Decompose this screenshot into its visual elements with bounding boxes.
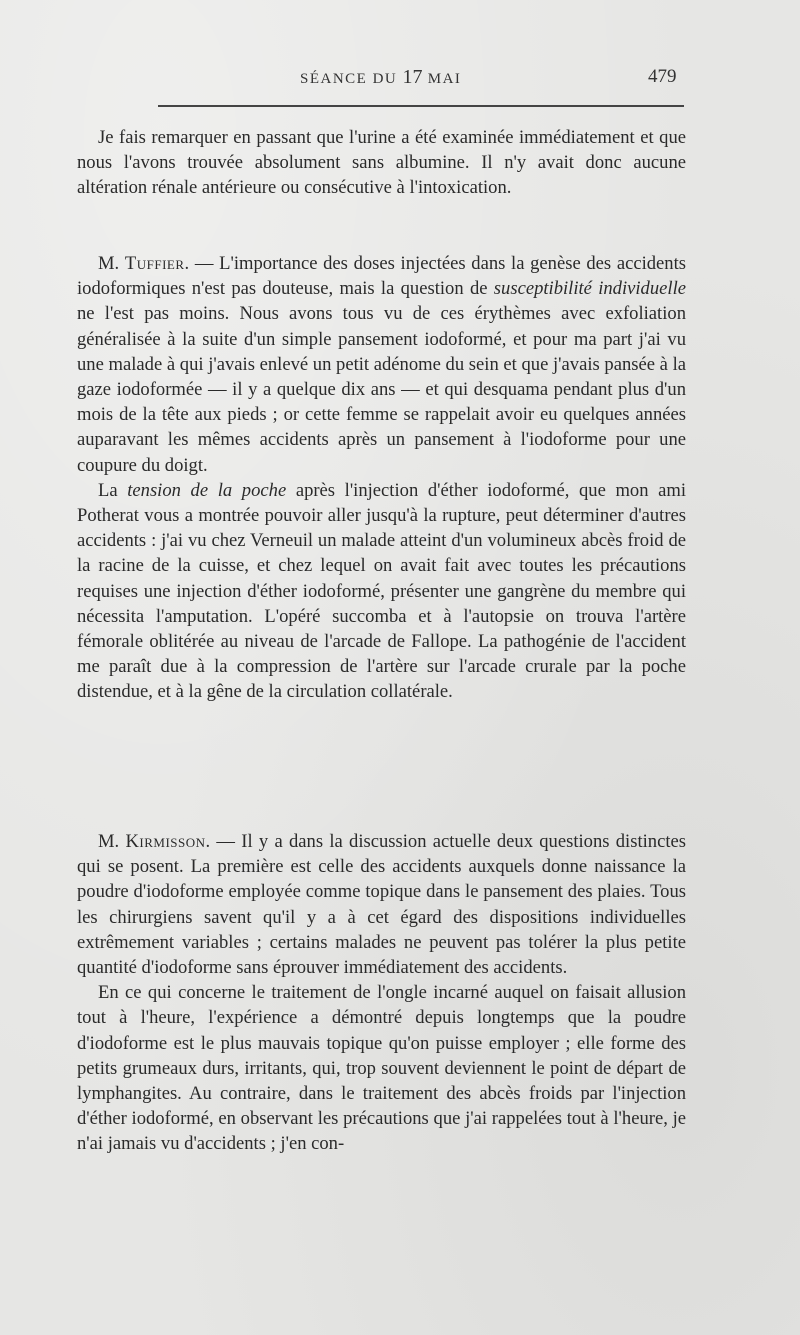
emphasis: susceptibilité individuelle (493, 278, 686, 300)
speaker-name: Tuffier (124, 253, 185, 274)
paragraph-text: La (98, 479, 128, 501)
paragraph-text: L'importance des doses injectées dans la genèse des accidents iodoformiques n'est pas douteuse, mais la question de (77, 253, 686, 300)
paragraph (77, 478, 686, 705)
speaker-name: Kirmisson (125, 831, 206, 852)
header-rule (158, 105, 684, 107)
speaker-suffix: . — (184, 253, 220, 274)
paragraph-text: après l'injection d'éther iodoformé, que mon ami Potherat vous a montrée pouvoir aller jusqu'à la rupture, peut déterminer d'autres accidents : j'ai vu chez Verneuil un malade atteint d'un volumineux abcès froid de la racine de la cuisse, et chez lequel on avait fait avec toutes les précautions requises une injection d'éther iodoformé, présenter une gangrène du membre qui nécessita l'amputation. L'opéré succomba et à l'autopsie on trouva l'artère fémorale oblitérée au niveau de l'arcade de Fallope. La pathogénie de l'accident me paraît due à la compression de l'artère sur l'arcade crurale par la poche distendue, et à la gêne de la circulation collatérale. (77, 479, 686, 703)
text-block-continuation (77, 125, 686, 201)
page-number: 479 (648, 66, 677, 87)
speaker-suffix: . — (205, 831, 242, 852)
running-head (0, 66, 800, 92)
emphasis: tension de la poche (127, 479, 287, 501)
paragraph-text: ne l'est pas moins. Nous avons tous vu de ces érythèmes avec exfoliation généralisée à la suite d'un simple pansement iodoformé, et pour ma part j'ai vu une malade à qui j'avais enlevé un petit adénome du sein et que j'avais pansée à la gaze iodoformée — il y a quelque dix ans — et qui desquama pendant plus d'un mois de la tête aux pieds ; or cette femme se rappelait avoir eu quelques années auparavant les mêmes accidents après un pansement à l'iodoforme pour une coupure du doigt. (77, 303, 686, 476)
running-title-day: 17 (402, 66, 423, 88)
running-title-month: MAI (422, 71, 462, 87)
running-title-text: SÉANCE DU (300, 71, 403, 87)
text-block-kirmisson (77, 829, 686, 1157)
paragraph: Je fais remarquer en passant que l'urine a été examinée immédiatement et que nous l'avons trouvée absolument sans albumine. Il n'y avait donc aucune altération rénale antérieure ou consécutive à l'intoxication. (77, 127, 686, 199)
paragraph-text: Il y a dans la discussion actuelle deux questions distinctes qui se posent. La première est celle des accidents auxquels donne naissance la poudre d'iodoforme employée comme topique dans le pansement des plaies. Tous les chirurgiens savent qu'il y a à cet égard des dispositions individuelles extrêmement variables ; certains malades ne peuvent pas tolérer la plus petite quantité d'iodoforme sans éprouver immédiatement des accidents. (77, 831, 686, 979)
running-title (300, 66, 461, 89)
paragraph (77, 251, 686, 478)
speaker-prefix: M. (98, 831, 126, 852)
text-block-tuffier (77, 251, 686, 705)
speaker-prefix: M. (98, 253, 125, 274)
paragraph (77, 829, 686, 980)
paragraph: En ce qui concerne le traitement de l'ongle incarné auquel on faisait allusion tout à l'heure, l'expérience a démontré depuis longtemps que la poudre d'iodoforme est le plus mauvais topique qu'on puisse employer ; elle forme des petits grumeaux durs, irritants, qui, trop souvent deviennent le point de départ de lymphangites. Au contraire, dans le traitement des abcès froids par l'injection d'éther iodoformé, en observant les précautions que j'ai rappelées tout à l'heure, je n'ai jamais vu d'accidents ; j'en con- (77, 982, 686, 1155)
